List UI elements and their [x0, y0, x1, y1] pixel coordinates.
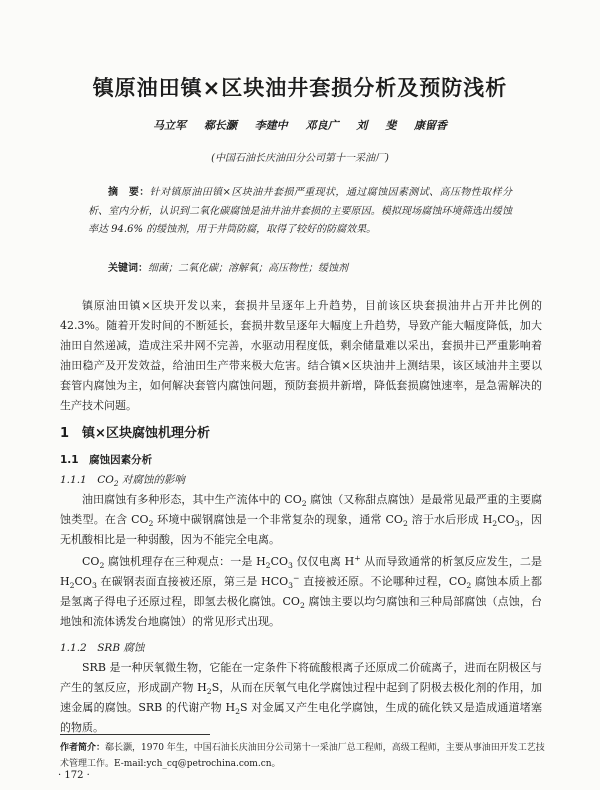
footnote-divider [60, 734, 210, 735]
author-name: 郗长灏 [203, 119, 237, 132]
section-heading-1: 1 镇×区块腐蚀机理分析 [60, 426, 210, 441]
author-list [0, 117, 600, 133]
footnote-text: 郗长灏，1970 年生，中国石油长庆油田分公司第十一采油厂总工程师，高级工程师，主要从事油田开发工艺技术管理工作。E-mail:ych_cq@petrochina.com.cn。 [60, 743, 545, 769]
paper-title: 镇原油田镇×区块油井套损分析及预防浅析 [92, 76, 508, 100]
page-number: · 172 · [58, 770, 90, 781]
author-name: 李建中 [254, 119, 288, 132]
section-heading-1-1-1: 1.1.1 $CO_2$ 对腐蚀的影响 [60, 474, 185, 489]
author-name: 斐 [385, 119, 397, 132]
author-footnote [60, 740, 550, 772]
author-name: 邓良广 [305, 119, 339, 132]
section-heading-1-1: 1.1 腐蚀因素分析 [60, 454, 153, 466]
author-name: 刘 [356, 119, 368, 132]
section-heading-1-1-2: 1.1.2 SRB 腐蚀 [60, 642, 145, 654]
author-name: 马立军 [152, 119, 186, 132]
keywords-label: 关键词： [108, 263, 148, 274]
abstract-text: 针对镇原油田镇×区块油井套损严重现状，通过腐蚀因素测试、高压物性取样分析、室内分析，认识到二氧化碳腐蚀是油井油井套损的主要原因。模拟现场腐蚀环境筛选出缓蚀率达 94.6% 的缓蚀剂，用于井筒防腐，取得了较好的防腐效果。 [88, 187, 513, 235]
author-name: 康留香 [414, 119, 448, 132]
footnote-label: 作者简介： [60, 743, 106, 753]
co2-paragraph-2: $CO_2$ 腐蚀机理存在三种观点：一是 $H_2CO_3$ 仅仅电离 H+ 从而导致通常的析氢反应发生，二是 $H_2CO_3$ 在碳钢表面直接被还原，第三是 $HCO_3^-$ 直接被还原。不论哪种过程，$CO_2$ 腐蚀本质上都是氢离子得电子还原过程，即氢去极化腐蚀。$CO_2$ 腐蚀主要以均匀腐蚀和三种局部腐蚀（点蚀，台地蚀和流体诱发台地腐蚀）的常见形式出现。 [60, 553, 542, 628]
abstract [88, 184, 512, 240]
keywords-text: 细菌；二氧化碳；溶解氧；高压物性；缓蚀剂 [148, 263, 348, 274]
author-affiliation: (中国石油长庆油田分公司第十一采油厂) [211, 153, 389, 164]
abstract-label: 摘 要： [108, 187, 150, 198]
co2-paragraph-1: 油田腐蚀有多种形态，其中生产流体中的 $CO_2$ 腐蚀（又称甜点腐蚀）是最常见最严重的主要腐蚀类型。在含 $CO_2$ 环境中碳钢腐蚀是一个非常复杂的现象，通常 $CO_2$ 溶于水后形成 $H_2CO_3$，因无机酸相比是一种弱酸，因为不能完全电离。 [60, 493, 543, 546]
keywords [88, 260, 512, 278]
srb-paragraph: SRB 是一种厌氧微生物，它能在一定条件下将硫酸根离子还原成二价硫离子，进而在阴极区与产生的氢反应，形成副产物 $H_2S$，从而在厌氧气电化学腐蚀过程中起到了阴极去极化剂的作用，加速金属的腐蚀。SRB 的代谢产物 $H_2S$ 对金属又产生电化学腐蚀，生成的硫化铁又是造成通道堵塞的物质。 [60, 661, 542, 734]
intro-paragraph: 镇原油田镇×区块开发以来，套损井呈逐年上升趋势，目前该区块套损油井占开井比例的 42.3%。随着开发时间的不断延长，套损井数呈逐年大幅度上升趋势，导致产能大幅度降低，加大油田自然递减，造成注采井网不完善，水驱动用程度低，剩余储量难以采出，套损井已严重影响着油田稳产及开发效益，给油田生产带来极大危害。结合镇×区块油井上测结果，该区域油井主要以套管内腐蚀为主，如何解决套管内腐蚀问题，预防套损井新增，降低套损腐蚀速率，是急需解决的生产技术问题。 [60, 299, 542, 412]
